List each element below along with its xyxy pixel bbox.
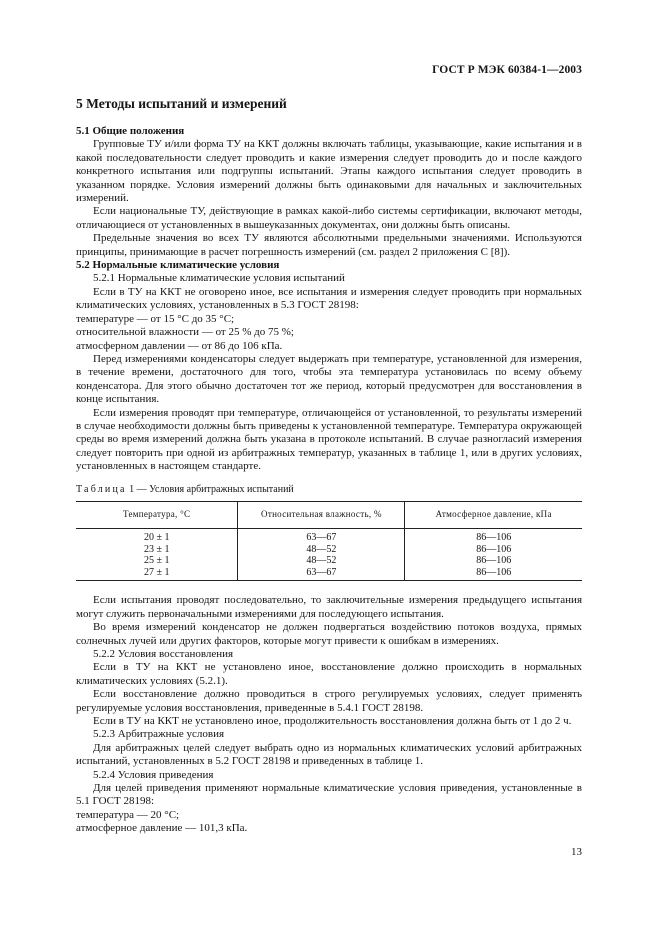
paragraph: Если в ТУ на ККТ не установлено иное, продолжительность восстановления должна быть от 1 до 2 ч.: [93, 715, 572, 727]
paragraph: Если в ТУ на ККТ не оговорено иное, все испытания и измерения следует проводить при нормальных климатических условиях, установленных в 5.3 ГОСТ 28198:: [76, 285, 582, 312]
clause-title-5-2-4: 5.2.4 Условия приведения: [93, 768, 214, 781]
table-cell: 20 ± 1: [143, 531, 170, 543]
table-caption-text: 1 — Условия арбитражных испытаний: [129, 483, 294, 495]
table-cell: 63—67: [238, 567, 405, 581]
subsection-title-5-2: [76, 259, 582, 272]
table-cell: 23 ± 1: [143, 543, 170, 555]
clause-title-5-2-2: 5.2.2 Условия восстановления: [93, 647, 234, 660]
page-content: [76, 96, 582, 836]
paragraph: Если измерения проводят при температуре, отличающейся от установленной, то результаты измерений в случае необходимости должны быть приведены к установленной температуре. Температура окружающей среды во время измерений должна быть указана в протоколе испытаний. В случае разногласий измерения следует повторить при одной из арбитражных температур, указанных в таблице 1, или в других условиях, установленных в настоящем стандарте.: [76, 406, 582, 473]
paragraph: Во время измерений конденсатор не должен подвергаться воздействию потоков воздуха, прямых солнечных лучей или других факторов, которые могут привести к ошибкам в измерениях.: [76, 621, 582, 647]
paragraph: Перед измерениями конденсаторы следует выдержать при температуре, установленной для измерения, в течение времени, достаточного для того, чтобы эта температура установилась по всему объему конденсатора. Для этого обычно достаточен тот же период, который предусмотрен для восстановления в конце испытания.: [76, 352, 582, 406]
table-row: [76, 555, 582, 567]
paragraph: Если в ТУ на ККТ не установлено иное, восстановление должно происходить в нормальных климатических условиях (5.2.1).: [76, 661, 582, 687]
table-cell: 86—106: [405, 555, 582, 567]
condition-pressure: атмосферное давление — 101,3 кПа.: [76, 822, 248, 835]
table-cell: 86—106: [405, 567, 582, 581]
table-cell: 27 ± 1: [76, 567, 238, 581]
table-cell: 48—52: [238, 555, 405, 567]
condition-temperature: температуре — от 15 °С до 35 °С;: [76, 312, 235, 325]
clause-title-5-2-1: 5.2.1 Нормальные климатические условия испытаний: [93, 272, 345, 285]
paragraph: Если национальные ТУ, действующие в рамках какой-либо системы сертификации, включают методы, отличающиеся от установленных в вышеуказанных документах, они должны быть описаны.: [76, 205, 582, 231]
table-row: [76, 528, 582, 543]
paragraph: Если испытания проводят последовательно, то заключительные измерения предыдущего испытания могут служить первоначальными измерениями для последующего испытания.: [76, 594, 582, 620]
column-header-pressure: Атмосферное давление, кПа: [405, 501, 582, 528]
table-row: [76, 544, 582, 556]
column-header-humidity: Относительная влажность, %: [238, 501, 405, 528]
paragraph: Если восстановление должно проводиться в строго регулируемых условиях, следует применять регулируемые условия восстановления, приведенные в 5.4.1 ГОСТ 28198.: [76, 688, 582, 714]
paragraph: Предельные значения во всех ТУ являются абсолютными предельными значениями. Используются принципы, принимающие в расчет погрешность измерений (см. раздел 2 приложения С [8]).: [76, 232, 582, 258]
condition-humidity: относительной влажности — от 25 % до 75 %;: [76, 326, 294, 339]
table-caption: [76, 483, 582, 496]
paragraph: Групповые ТУ и/или форма ТУ на ККТ должны включать таблицы, указывающие, какие испытания и в какой последовательности следует проводить и какие измерения следует проводить до и после каждого конкретного испытания или подгруппы испытаний. Этапы каждого испытания следует проводить в указанном порядке. Условия измерений должны быть одинаковыми для начальных и заключительных измерений.: [76, 138, 582, 205]
table-cell: 25 ± 1: [143, 555, 170, 567]
table-caption-word: Таблица: [76, 483, 127, 495]
table-header-row: [76, 501, 582, 528]
arbitration-conditions-table: [76, 501, 582, 581]
clause-title-5-2-3: 5.2.3 Арбитражные условия: [93, 728, 225, 741]
table-cell: 63—67: [238, 528, 405, 543]
condition-pressure: атмосферном давлении — от 86 до 106 кПа.: [76, 339, 283, 352]
table-cell: 86—106: [405, 528, 582, 543]
table-cell: 48—52: [238, 544, 405, 556]
subsection-title-5-2-text: 5.2 Нормальные климатические условия: [76, 259, 280, 272]
paragraph: Для целей приведения применяют нормальные климатические условия приведения, установленные в 5.1 ГОСТ 28198:: [76, 782, 582, 808]
table-cell: 86—106: [405, 544, 582, 556]
column-header-temperature: Температура, °С: [76, 501, 238, 528]
paragraph: Для арбитражных целей следует выбрать одно из нормальных климатических условий арбитражных испытаний, установленных в 5.2 ГОСТ 28198 и приведенных в таблице 1.: [76, 741, 582, 768]
page-number: 13: [571, 846, 582, 858]
document-code-header: ГОСТ Р МЭК 60384-1—2003: [432, 64, 582, 76]
subsection-title-5-1: 5.1 Общие положения: [76, 125, 185, 137]
condition-temperature: температура — 20 °С;: [76, 808, 180, 821]
section-title: 5 Методы испытаний и измерений: [76, 96, 287, 111]
table-row: [76, 567, 582, 581]
